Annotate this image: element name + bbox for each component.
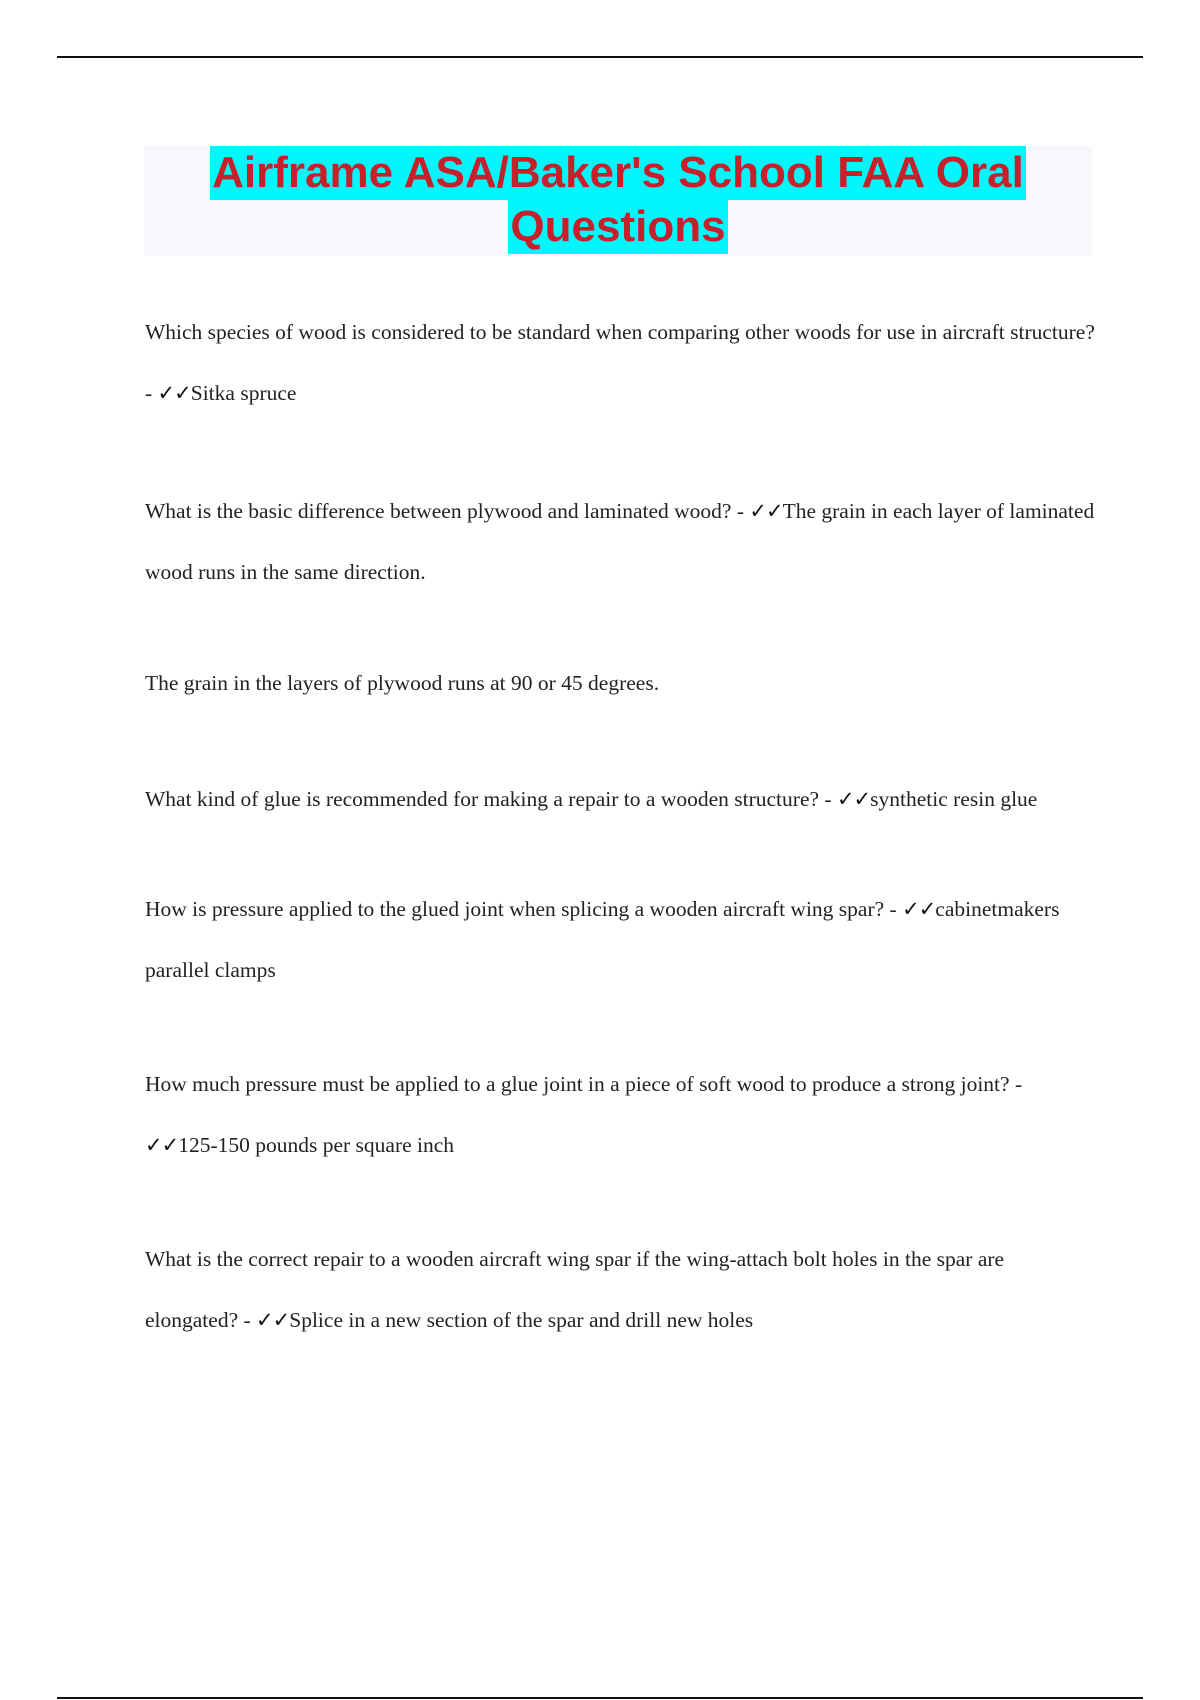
check-icon: ✓✓ bbox=[157, 381, 191, 405]
qa-item-4 bbox=[145, 879, 1095, 1001]
answer-text: synthetic resin glue bbox=[870, 787, 1038, 811]
answer-text: 125-150 pounds per square inch bbox=[178, 1133, 455, 1157]
qa-item-6 bbox=[145, 1229, 1095, 1351]
title-block bbox=[144, 146, 1092, 256]
question-text: What is the basic difference between plywood and laminated wood? bbox=[145, 499, 732, 523]
answer-text: cabinetmakers parallel clamps bbox=[145, 897, 1060, 982]
top-rule bbox=[57, 56, 1143, 58]
qa-item-3 bbox=[145, 769, 1095, 830]
answer-text: Sitka spruce bbox=[190, 381, 297, 405]
separator: - bbox=[731, 499, 750, 523]
separator: - bbox=[145, 381, 158, 405]
qa-item-2-note bbox=[145, 653, 1095, 714]
page-title-line-1: Airframe ASA/Baker's School FAA Oral bbox=[210, 146, 1026, 200]
qa-item-1 bbox=[145, 302, 1095, 424]
bottom-rule bbox=[57, 1697, 1143, 1699]
question-text: How much pressure must be applied to a glue joint in a piece of soft wood to produce a strong joint? bbox=[145, 1072, 1010, 1096]
check-icon: ✓✓ bbox=[145, 1133, 179, 1157]
answer-text: The grain in each layer of laminated wood runs in the same direction. bbox=[145, 499, 1095, 584]
qa-list bbox=[145, 302, 1095, 1351]
separator: - bbox=[1009, 1072, 1023, 1096]
separator: - bbox=[238, 1308, 257, 1332]
page-title-line-2: Questions bbox=[508, 200, 727, 254]
check-icon: ✓✓ bbox=[749, 499, 783, 523]
check-icon: ✓✓ bbox=[256, 1308, 290, 1332]
separator: - bbox=[819, 787, 837, 811]
check-icon: ✓✓ bbox=[836, 787, 871, 811]
question-text: Which species of wood is considered to be standard when comparing other woods for use in aircraft structure? bbox=[145, 320, 1095, 344]
answer-text: Splice in a new section of the spar and drill new holes bbox=[289, 1308, 754, 1332]
question-text: What is the correct repair to a wooden aircraft wing spar if the wing-attach bolt holes in the spar are elongated? bbox=[145, 1247, 1005, 1332]
separator: - bbox=[884, 897, 903, 921]
question-text: What kind of glue is recommended for making a repair to a wooden structure? bbox=[145, 787, 820, 811]
question-text: How is pressure applied to the glued joint when splicing a wooden aircraft wing spar? bbox=[145, 897, 885, 921]
qa-item-2 bbox=[145, 481, 1095, 603]
check-icon: ✓✓ bbox=[902, 897, 936, 921]
note-text: The grain in the layers of plywood runs at 90 or 45 degrees. bbox=[145, 671, 660, 695]
qa-item-5 bbox=[145, 1054, 1095, 1176]
